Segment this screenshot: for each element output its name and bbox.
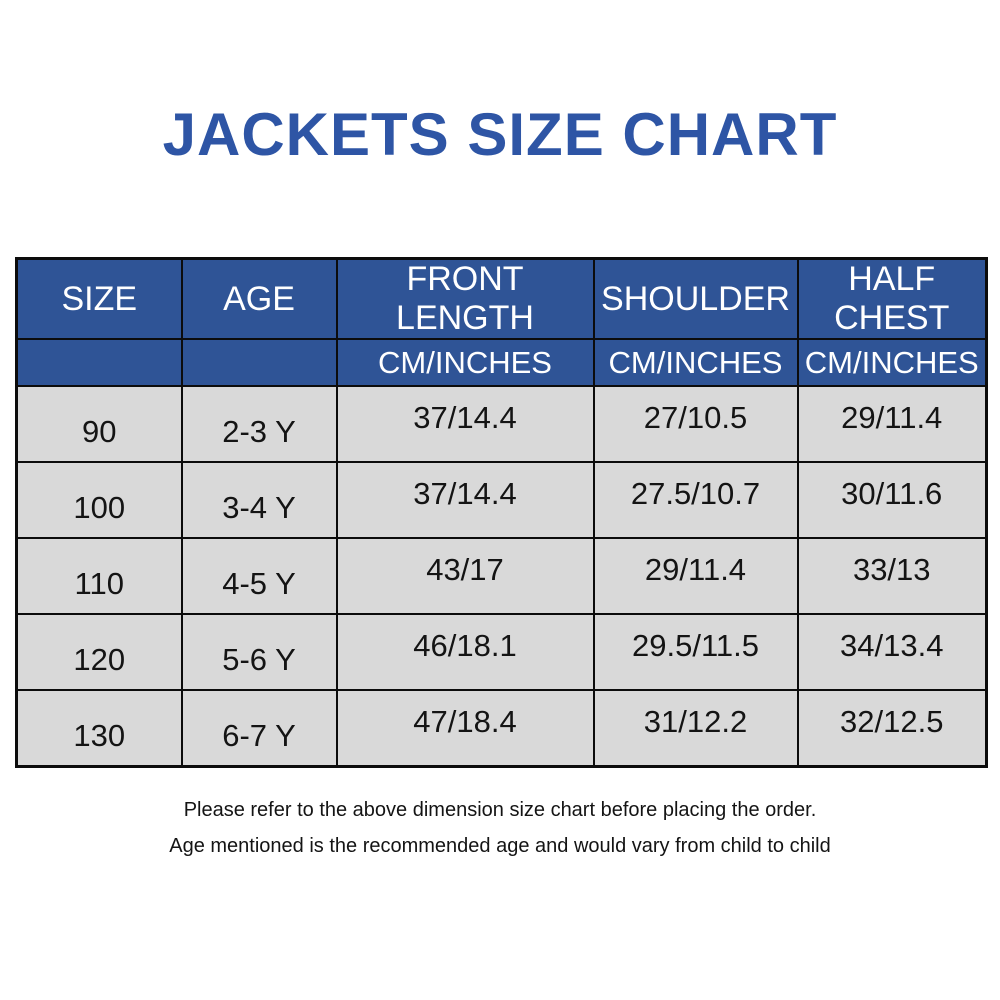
header-row <box>17 259 987 340</box>
col-header-shoulder: SHOULDER <box>594 259 798 340</box>
size-cell: 130 <box>17 690 182 766</box>
col-header-size: SIZE <box>17 259 182 340</box>
age-cell: 5-6 Y <box>182 614 337 690</box>
front-length-cell: 37/14.4 <box>337 386 594 462</box>
half-chest-cell: 29/11.4 <box>798 386 987 462</box>
size-cell: 110 <box>17 538 182 614</box>
unit-age-empty <box>182 339 337 386</box>
front-length-cell: 46/18.1 <box>337 614 594 690</box>
shoulder-cell: 29.5/11.5 <box>594 614 798 690</box>
footer-line-2: Age mentioned is the recommended age and would vary from child to child <box>169 835 831 857</box>
table-row-size-90 <box>17 386 987 462</box>
age-cell: 6-7 Y <box>182 690 337 766</box>
shoulder-cell: 31/12.2 <box>594 690 798 766</box>
age-cell: 4-5 Y <box>182 538 337 614</box>
half-chest-cell: 32/12.5 <box>798 690 987 766</box>
size-cell: 120 <box>17 614 182 690</box>
front-length-cell: 43/17 <box>337 538 594 614</box>
table-row-size-100 <box>17 462 987 538</box>
col-header-half-chest: HALF CHEST <box>798 259 987 340</box>
unit-half-chest: CM/INCHES <box>798 339 987 386</box>
half-chest-cell: 34/13.4 <box>798 614 987 690</box>
front-length-cell: 37/14.4 <box>337 462 594 538</box>
unit-shoulder: CM/INCHES <box>594 339 798 386</box>
age-cell: 2-3 Y <box>182 386 337 462</box>
unit-front-length: CM/INCHES <box>337 339 594 386</box>
shoulder-cell: 27.5/10.7 <box>594 462 798 538</box>
col-header-front-length: FRONT LENGTH <box>337 259 594 340</box>
unit-size-empty <box>17 339 182 386</box>
front-length-cell: 47/18.4 <box>337 690 594 766</box>
col-header-age: AGE <box>182 259 337 340</box>
page-title: JACKETS SIZE CHART <box>162 101 838 168</box>
table-row-size-120 <box>17 614 987 690</box>
shoulder-cell: 29/11.4 <box>594 538 798 614</box>
footer-note <box>0 792 1000 864</box>
size-cell: 100 <box>17 462 182 538</box>
footer-line-1: Please refer to the above dimension size chart before placing the order. <box>183 799 817 821</box>
table-row-size-130 <box>17 690 987 766</box>
half-chest-cell: 30/11.6 <box>798 462 987 538</box>
shoulder-cell: 27/10.5 <box>594 386 798 462</box>
units-row <box>17 339 987 386</box>
table-row-size-110 <box>17 538 987 614</box>
size-cell: 90 <box>17 386 182 462</box>
size-chart-table <box>15 257 988 768</box>
age-cell: 3-4 Y <box>182 462 337 538</box>
half-chest-cell: 33/13 <box>798 538 987 614</box>
